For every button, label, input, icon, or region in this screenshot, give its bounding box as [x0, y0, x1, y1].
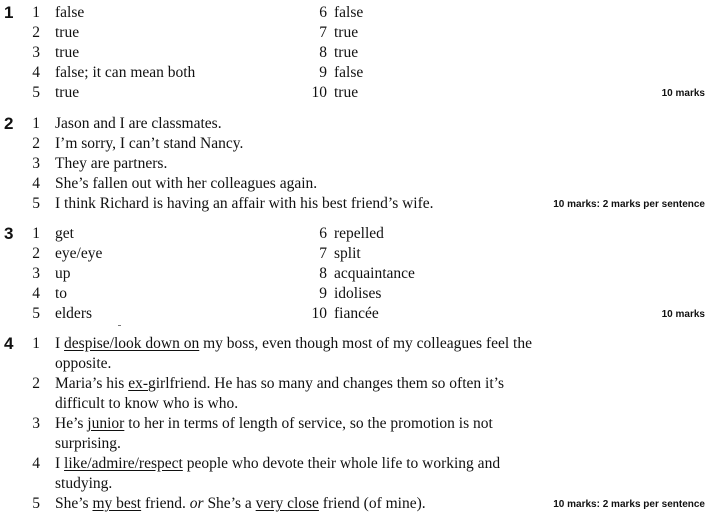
- item-number: 9: [319, 285, 327, 302]
- underlined-answer: like/admire/respect: [64, 455, 183, 472]
- item-number: 3: [32, 415, 40, 432]
- exercise-4-number: 4: [4, 334, 14, 353]
- exercise-2-marks: 10 marks: 2 marks per sentence: [553, 199, 705, 210]
- item-number: 7: [319, 245, 327, 262]
- item-number: 9: [319, 64, 327, 81]
- item-number: 3: [32, 155, 40, 172]
- item-answer: [55, 414, 493, 434]
- text-segment: girlfriend. He has so many and changes them so often it’s: [147, 375, 504, 392]
- item-number: 1: [32, 335, 40, 352]
- stray-mark: [118, 325, 121, 326]
- text-segment: difficult to know who is who.: [55, 395, 239, 412]
- underlined-answer: my best: [92, 495, 142, 512]
- item-answer: Jason and I are classmates.: [55, 115, 222, 132]
- item-answer: fiancée: [334, 305, 379, 322]
- item-answer: I think Richard is having an affair with his best friend’s wife.: [55, 195, 434, 212]
- item-answer: false: [334, 4, 364, 21]
- item-number: 5: [32, 495, 40, 512]
- item-answer: up: [55, 265, 71, 282]
- item-answer: true: [334, 24, 359, 41]
- item-answer: true: [55, 24, 80, 41]
- item-number: 4: [32, 64, 40, 81]
- item-number: 2: [32, 375, 40, 392]
- item-answer: false: [334, 64, 364, 81]
- item-answer: acquaintance: [334, 265, 415, 282]
- item-number: 4: [32, 455, 40, 472]
- text-segment: He’s: [55, 415, 88, 432]
- underlined-answer: very close: [255, 495, 319, 512]
- item-number: 7: [319, 24, 327, 41]
- item-answer: true: [334, 84, 359, 101]
- text-segment: She’s a: [203, 495, 256, 512]
- item-answer: [55, 374, 504, 394]
- item-number: 2: [32, 245, 40, 262]
- item-answer: [55, 454, 500, 474]
- item-number: 1: [32, 225, 40, 242]
- item-number: 1: [32, 115, 40, 132]
- text-segment: She’s: [55, 495, 93, 512]
- item-number: 5: [32, 195, 40, 212]
- text-segment: my boss, even though most of my colleagues feel the: [199, 335, 532, 352]
- item-answer: elders: [55, 305, 93, 322]
- item-number: 6: [319, 4, 327, 21]
- item-answer: idolises: [334, 285, 382, 302]
- item-number: 2: [32, 135, 40, 152]
- item-answer: to: [55, 285, 68, 302]
- item-answer: I’m sorry, I can’t stand Nancy.: [55, 135, 244, 152]
- item-answer: eye/eye: [55, 245, 103, 262]
- text-segment: I: [55, 455, 65, 472]
- item-answer: She’s fallen out with her colleagues again.: [55, 175, 318, 192]
- exercise-2-number: 2: [4, 114, 14, 133]
- text-segment: people who devote their whole life to working and: [182, 455, 501, 472]
- item-answer: get: [55, 225, 74, 242]
- item-answer: They are partners.: [55, 155, 168, 172]
- underlined-answer: despise/look down on: [64, 335, 200, 352]
- item-number: 10: [311, 84, 327, 101]
- exercise-1-number: 1: [4, 3, 14, 22]
- exercise-3-marks: 10 marks: [661, 309, 705, 320]
- item-number: 3: [32, 44, 40, 61]
- item-answer: split: [334, 245, 361, 262]
- text-segment: Maria’s his: [55, 375, 129, 392]
- item-number: 5: [32, 84, 40, 101]
- text-segment: to her in terms of length of service, so the promotion is not: [124, 415, 493, 432]
- exercise-1-marks: 10 marks: [661, 88, 705, 99]
- item-number: 4: [32, 285, 40, 302]
- item-number: 8: [319, 44, 327, 61]
- item-number: 4: [32, 175, 40, 192]
- item-answer: true: [55, 84, 80, 101]
- item-answer: [55, 334, 532, 354]
- text-segment: opposite.: [55, 355, 112, 372]
- exercise-4-marks: 10 marks: 2 marks per sentence: [553, 499, 705, 510]
- item-answer: false; it can mean both: [55, 64, 196, 81]
- item-number: 8: [319, 265, 327, 282]
- text-segment: surprising.: [55, 435, 121, 452]
- item-answer: repelled: [334, 225, 384, 242]
- item-number: 5: [32, 305, 40, 322]
- item-number: 1: [32, 4, 40, 21]
- item-answer: false: [55, 4, 85, 21]
- item-number: 2: [32, 24, 40, 41]
- item-answer: true: [334, 44, 359, 61]
- item-number: 10: [311, 305, 327, 322]
- item-answer: true: [55, 44, 80, 61]
- underlined-answer: junior: [87, 415, 125, 432]
- item-number: 3: [32, 265, 40, 282]
- text-segment: studying.: [55, 475, 113, 492]
- underlined-answer: ex-: [128, 375, 148, 392]
- or-word: or: [189, 495, 204, 512]
- item-number: 6: [319, 225, 327, 242]
- exercise-3-number: 3: [4, 224, 14, 243]
- text-segment: friend (of mine).: [318, 495, 426, 512]
- item-answer: [55, 494, 426, 514]
- text-segment: I: [55, 335, 65, 352]
- text-segment: friend.: [141, 495, 190, 512]
